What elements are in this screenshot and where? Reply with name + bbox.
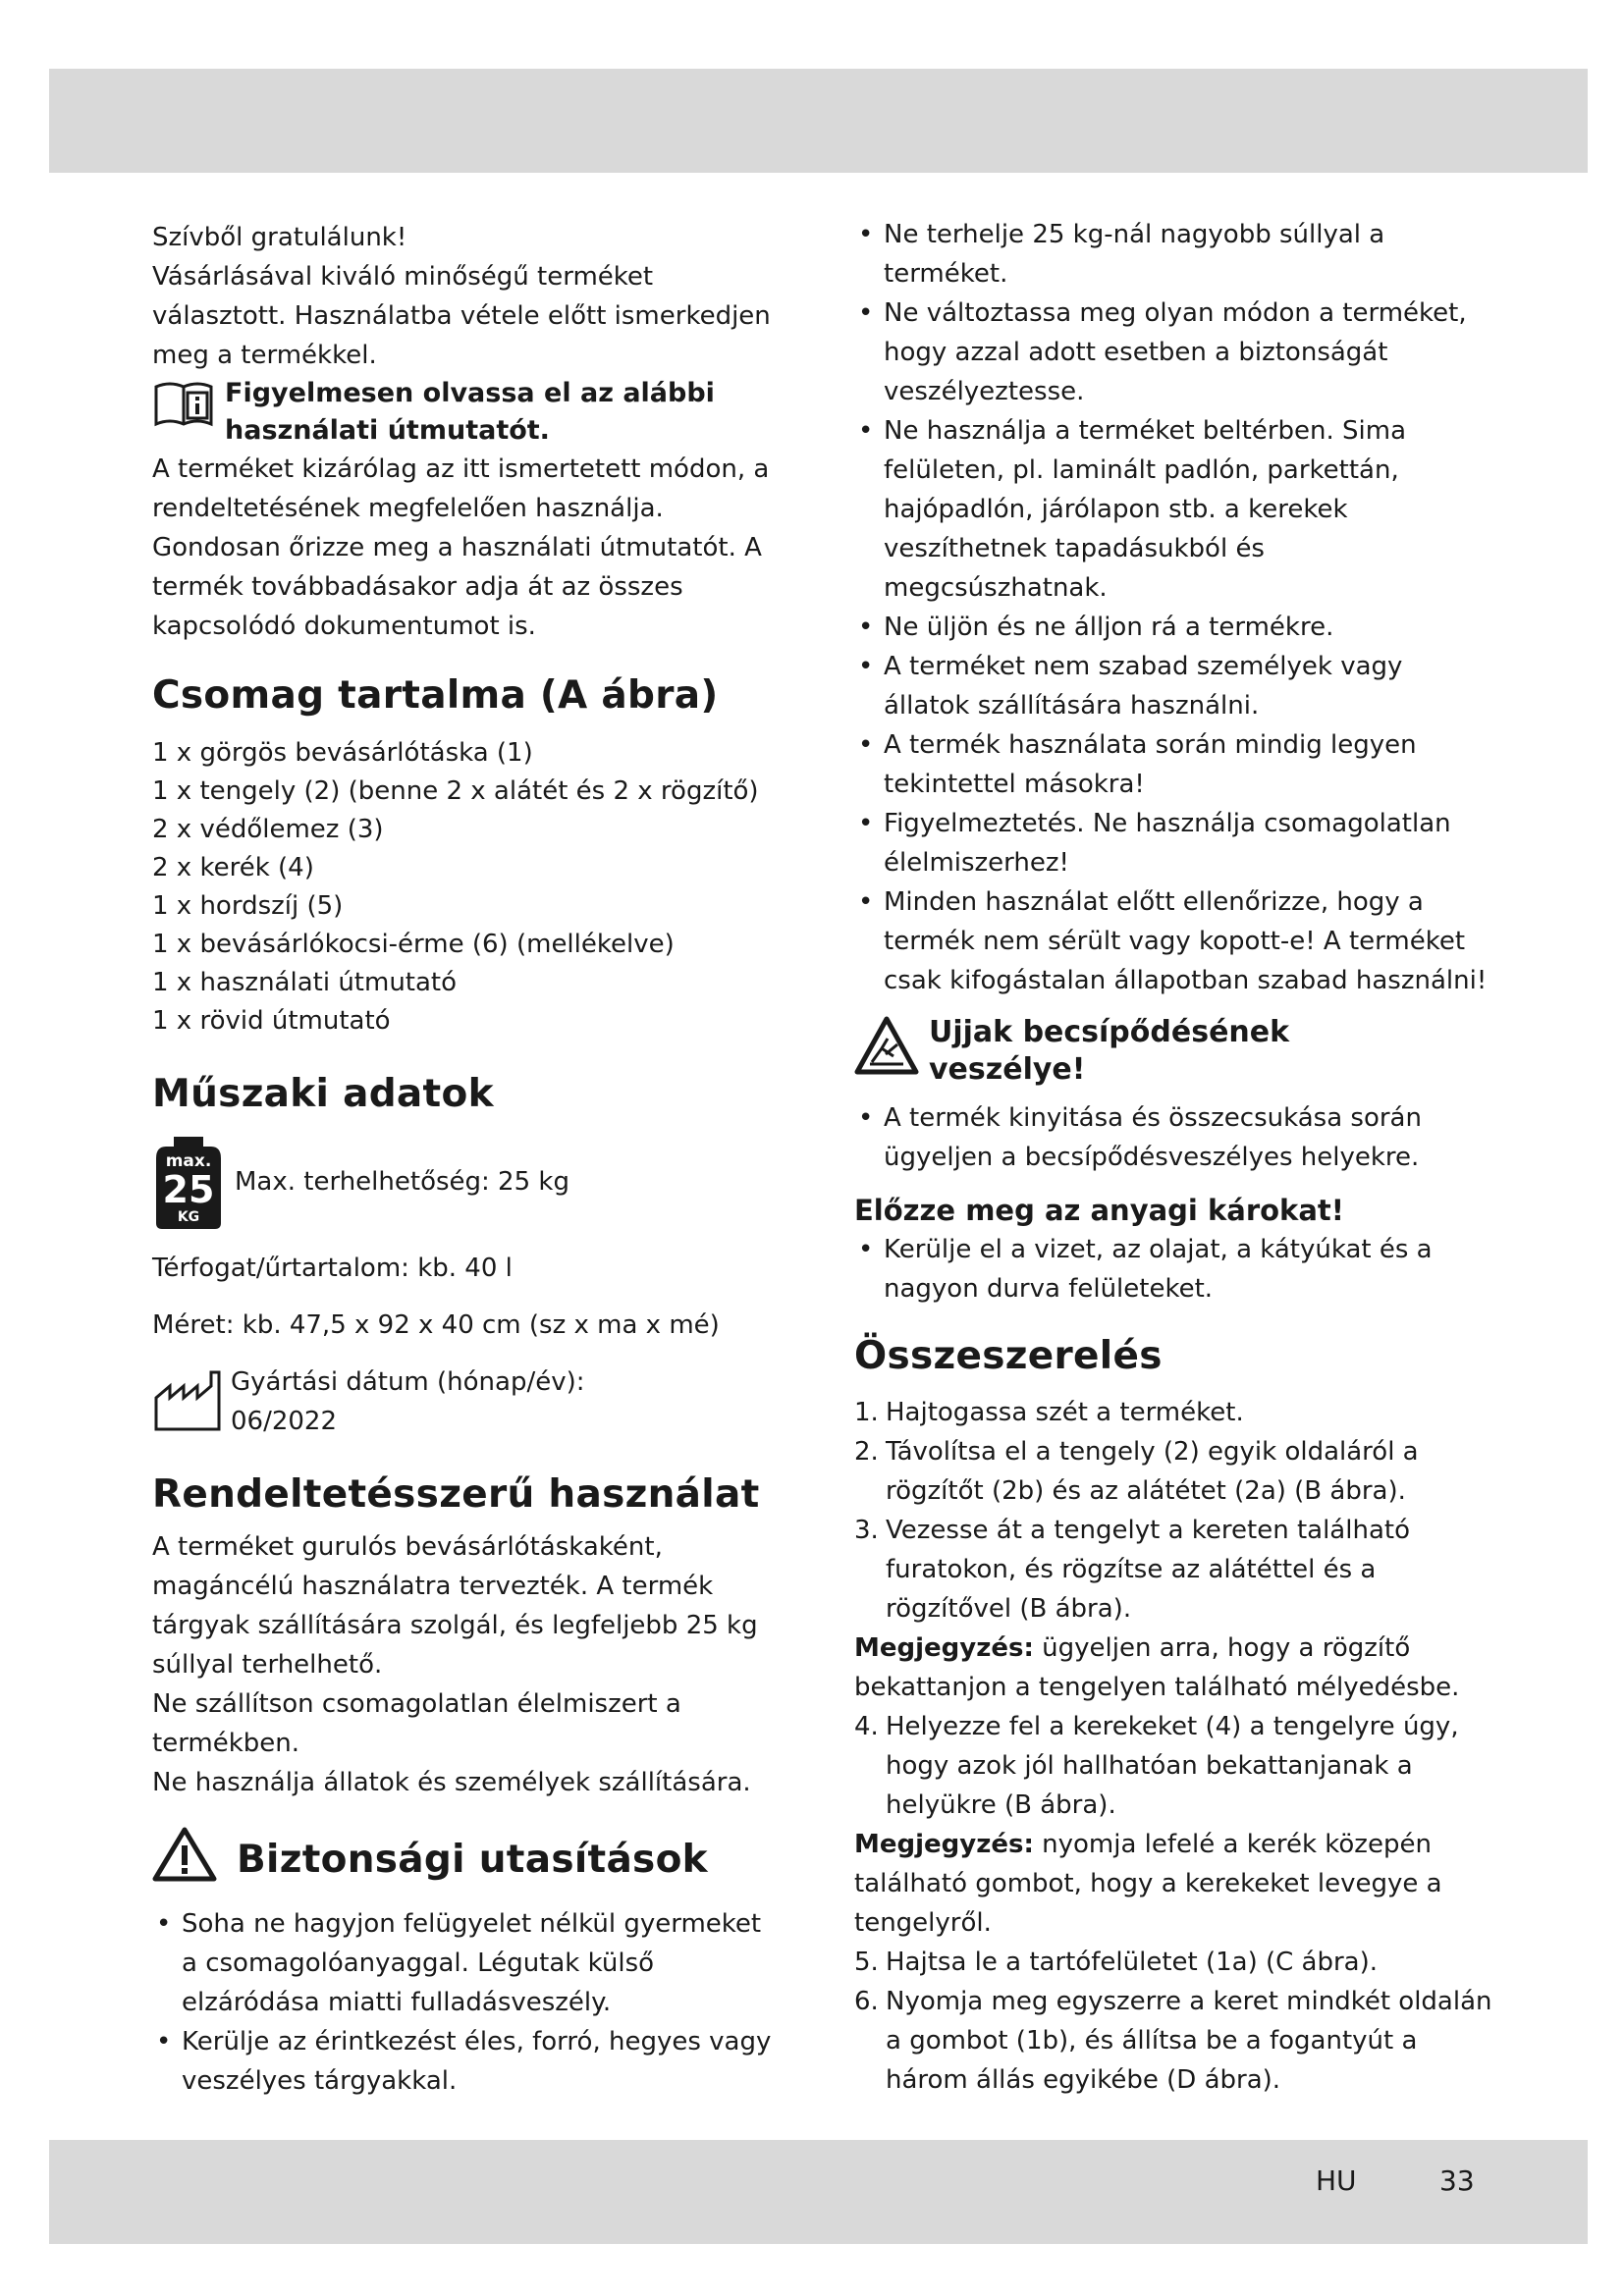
page-number: 33 xyxy=(1439,2164,1475,2197)
damage-heading: Előzze meg az anyagi károkat! xyxy=(854,1194,1344,1227)
tech-heading: Műszaki adatok xyxy=(152,1072,494,1116)
dimensions: Méret: kb. 47,5 x 92 x 40 cm (sz x ma x mé) xyxy=(152,1310,720,1340)
list-item: • Ne terhelje 25 kg-nál nagyobb súllyal a terméket. xyxy=(854,215,1492,294)
safety-list-continued xyxy=(854,215,1492,1000)
max-load: Max. terhelhetőség: 25 kg xyxy=(235,1167,569,1197)
notice-text: Figyelmesen olvassa el az alábbi használati útmutatót. xyxy=(225,378,715,446)
usage-heading: Rendeltetésszerű használat xyxy=(152,1472,760,1517)
manufacture-date-value: 06/2022 xyxy=(231,1407,338,1436)
list-item: • Minden használat előtt ellenőrizze, hogy a termék nem sérült vagy kopott-e! A terméket csak kifogástalan állapotban szabad használni! xyxy=(854,882,1492,1000)
list-item: • Ne üljön és ne álljon rá a termékre. xyxy=(854,608,1492,647)
list-item: 1 x hordszíj (5) xyxy=(152,891,344,921)
pinch-heading-row xyxy=(854,1014,1492,1089)
list-item: 1 x használati útmutató xyxy=(152,968,458,997)
list-item: • A terméket nem szabad személyek vagy állatok szállítására használni. xyxy=(854,647,1492,725)
list-item: 1 x bevásárlókocsi-érme (6) (mellékelve) xyxy=(152,930,675,959)
volume: Térfogat/űrtartalom: kb. 40 l xyxy=(152,1254,513,1283)
read-manual-notice xyxy=(152,375,781,450)
list-item: 6. Nyomja meg egyszerre a keret mindkét oldalán a gombot (1b), és állítsa be a fogantyút a három állás egyikébe (D ábra). xyxy=(854,1987,1492,2095)
list-item: • Kerülje el a vizet, az olajat, a kátyúkat és a nagyon durva felületeket. xyxy=(854,1230,1492,1308)
assembly-note-1: Megjegyzés: ügyeljen arra, hogy a rögzítő bekattanjon a tengelyen található mélyedésbe. xyxy=(854,1633,1460,1702)
weight-icon-num: 25 xyxy=(162,1168,215,1211)
list-item: 2. Távolítsa el a tengely (2) egyik oldaláról a rögzítőt (2b) és az alátétet (2a) (B ábra). xyxy=(854,1437,1419,1506)
list-item: 1 x tengely (2) (benne 2 x alátét és 2 x rögzítő) xyxy=(152,776,759,806)
usage-p1: A terméket gurulós bevásárlótáskaként, magáncélú használatra tervezték. A termék tárgyak szállítására szolgál, és legfeljebb 25 kg súllyal terhelhető. xyxy=(152,1532,758,1680)
list-item: • Ne használja a terméket beltérben. Sima felületen, pl. laminált padlón, parkettán, hajópadlón, járólapon stb. a kerekek veszíthetnek tapadásukból és megcsúszhatnak. xyxy=(854,411,1492,608)
package-list xyxy=(152,734,781,1041)
usage-p3: Ne használja állatok és személyek szállítására. xyxy=(152,1768,751,1797)
list-item: 4. Helyezze fel a kerekeket (4) a tengelyre úgy, hogy azok jól hallhatóan bekattanjanak a helyükre (B ábra). xyxy=(854,1712,1459,1820)
list-item: • A termék használata során mindig legyen tekintettel másokra! xyxy=(854,725,1492,804)
weight-icon-unit: KG xyxy=(177,1209,200,1225)
usage-p2: Ne szállítson csomagolatlan élelmiszert a termékben. xyxy=(152,1689,681,1758)
right-column xyxy=(854,215,1492,2100)
intro-body: A terméket kizárólag az itt ismertetett módon, a rendeltetésének megfelelően használja. Gondosan őrizze meg a használati útmutatót. A termék továbbadásakor adja át az összes kapcsolódó dokumentumot is. xyxy=(152,454,770,641)
assembly-note-2: Megjegyzés: nyomja lefelé a kerék közepén található gombot, hogy a kerekeket levegye a tengelyről. xyxy=(854,1830,1442,1938)
warning-icon xyxy=(152,1826,217,1895)
manufacture-date-icon xyxy=(152,1368,223,1445)
list-item: 2 x kerék (4) xyxy=(152,853,314,882)
greeting: Szívből gratulálunk! xyxy=(152,223,407,252)
pinch-heading-line1: Ujjak becsípődésének xyxy=(929,1015,1290,1049)
footer-language: HU xyxy=(1316,2164,1357,2197)
manufacture-date-row xyxy=(152,1362,781,1445)
finger-pinch-warning-icon xyxy=(854,1015,919,1088)
manufacture-date-label: Gyártási dátum (hónap/év): xyxy=(231,1367,585,1397)
list-item: • Ne változtassa meg olyan módon a terméket, hogy azzal adott esetben a biztonságát veszélyeztesse. xyxy=(854,294,1492,411)
list-item: 5. Hajtsa le a tartófelületet (1a) (C ábra). xyxy=(854,1948,1379,1977)
pinch-list xyxy=(854,1098,1492,1177)
list-item: • A termék kinyitása és összecsukása során ügyeljen a becsípődésveszélyes helyekre. xyxy=(854,1098,1492,1177)
package-heading: Csomag tartalma (A ábra) xyxy=(152,673,719,718)
list-item: 1. Hajtogassa szét a terméket. xyxy=(854,1398,1244,1427)
assembly-steps-c xyxy=(854,1943,1492,2100)
pinch-heading-line2: veszélye! xyxy=(929,1052,1086,1087)
list-item: • Kerülje az érintkezést éles, forró, hegyes vagy veszélyes tárgyakkal. xyxy=(152,2022,781,2101)
assembly-heading: Összeszerelés xyxy=(854,1334,1163,1378)
weight-icon xyxy=(152,1133,225,1231)
list-item: 1 x rövid útmutató xyxy=(152,1006,391,1036)
header-bar xyxy=(49,69,1588,173)
footer-bar xyxy=(49,2140,1588,2244)
max-load-row xyxy=(152,1133,781,1231)
assembly-steps xyxy=(854,1393,1492,1629)
left-column xyxy=(152,218,781,2101)
manual-info-icon xyxy=(152,379,215,442)
list-item: 3. Vezesse át a tengelyt a kereten található furatokon, és rögzítse az alátéttel és a rögzítővel (B ábra). xyxy=(854,1516,1410,1624)
damage-list xyxy=(854,1230,1492,1308)
assembly-steps-b xyxy=(854,1707,1492,1825)
list-item: • Soha ne hagyjon felügyelet nélkül gyermeket a csomagolóanyaggal. Légutak külső elzáródása miatti fulladásveszély. xyxy=(152,1904,781,2022)
list-item: 1 x görgös bevásárlótáska (1) xyxy=(152,738,533,768)
safety-heading-row xyxy=(152,1826,781,1895)
safety-list xyxy=(152,1904,781,2101)
list-item: 2 x védőlemez (3) xyxy=(152,815,384,844)
safety-heading: Biztonsági utasítások xyxy=(237,1838,708,1882)
weight-icon-top: max. xyxy=(165,1151,212,1171)
list-item: • Figyelmeztetés. Ne használja csomagolatlan élelmiszerhez! xyxy=(854,804,1492,882)
intro-text: Vásárlásával kiváló minőségű terméket választott. Használatba vétele előtt ismerkedjen meg a termékkel. xyxy=(152,262,771,370)
